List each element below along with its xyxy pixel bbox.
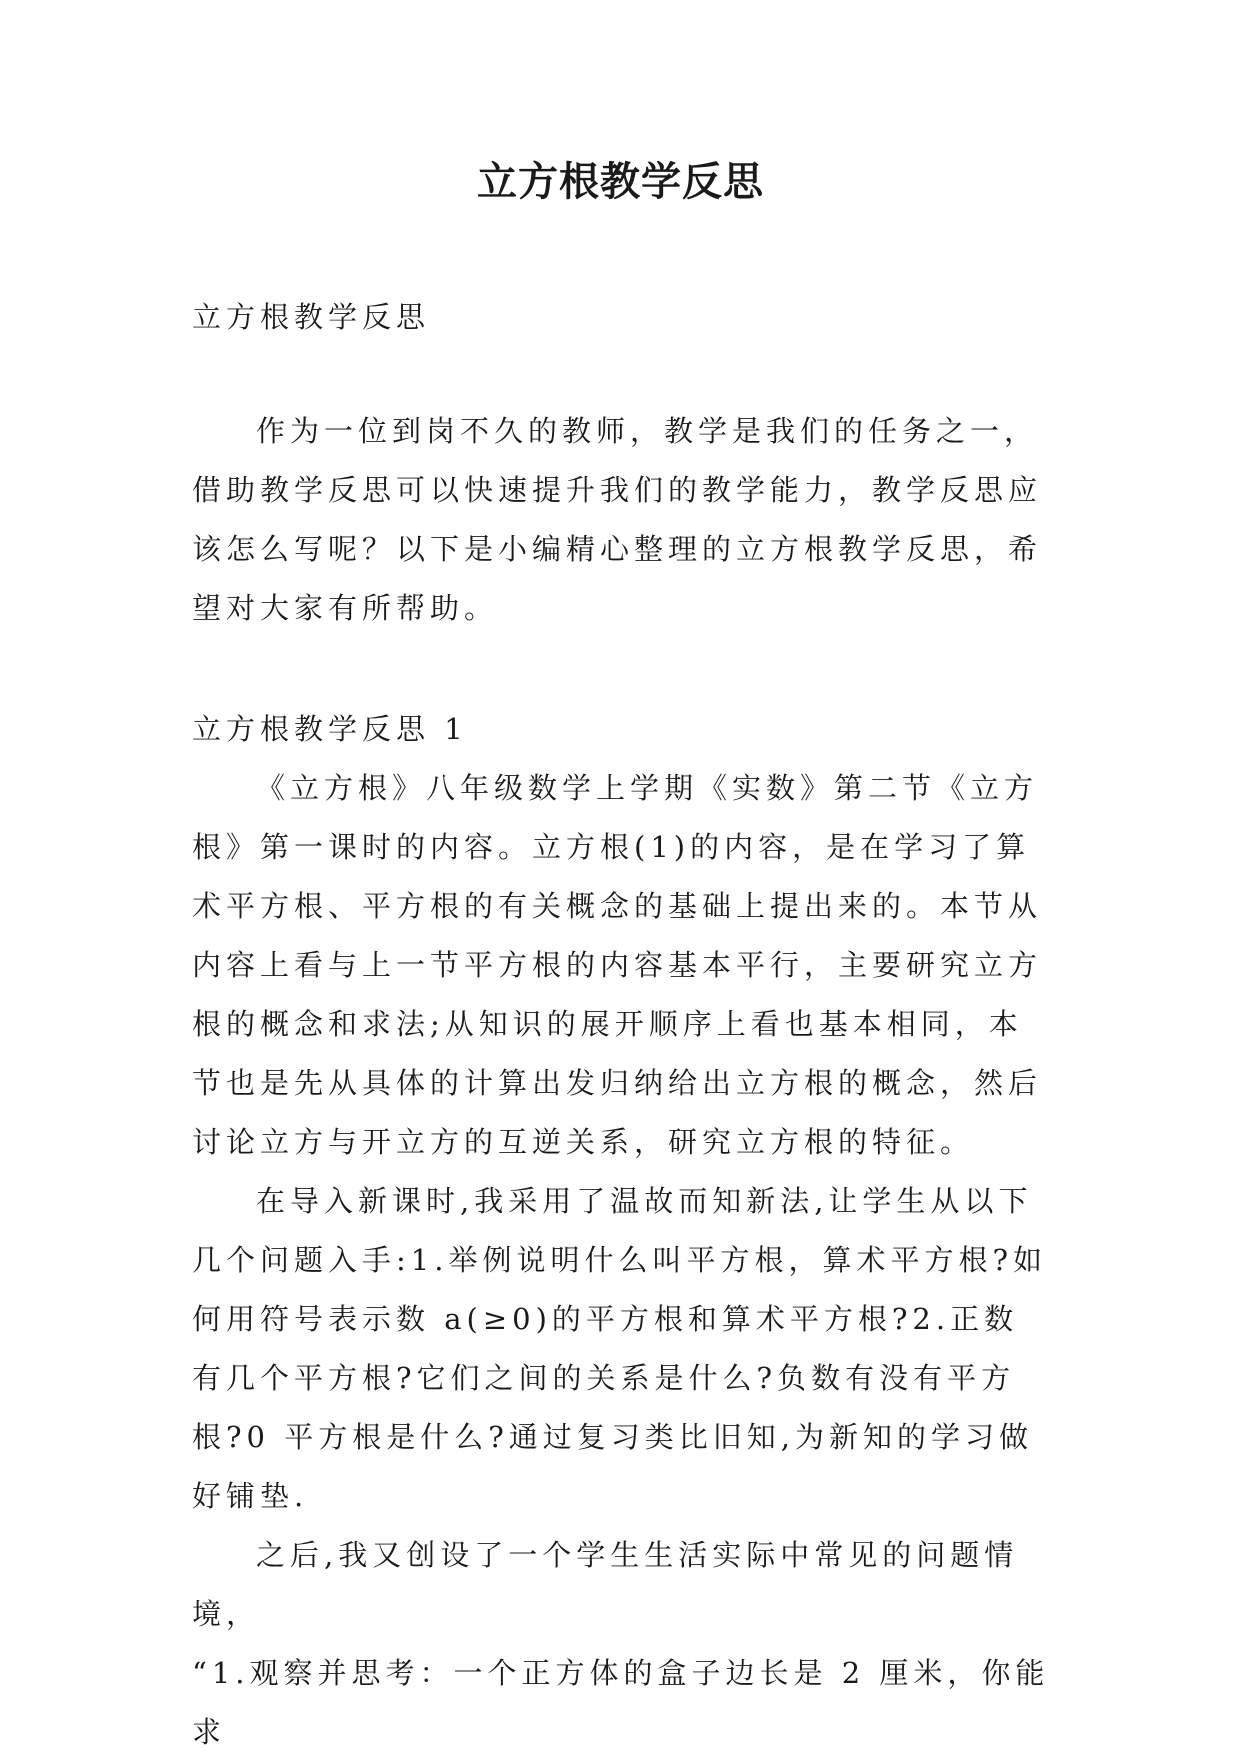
section-heading: 立方根教学反思 1 <box>192 712 468 746</box>
body-paragraph: 《立方根》八年级数学上学期《实数》第二节《立方根》第一课时的内容。立方根(1)的内容，是在学习了算术平方根、平方根的有关概念的基础上提出来的。本节从内容上看与上一节平方根的内容基本平行，主要研究立方根的概念和求法;从知识的展开顺序上看也基本相同，本节也是先从具体的计算出发归纳给出立方根的概念，然后讨论立方与开立方的互逆关系，研究立方根的特征。 <box>192 771 1043 1159</box>
document-subtitle: 立方根教学反思 <box>192 300 431 334</box>
body-paragraph: “1.观察并思考：一个正方体的盒子边长是 2 厘米，你能求 <box>192 1656 1050 1749</box>
body-paragraph: 之后,我又创设了一个学生生活实际中常见的问题情境， <box>192 1538 1019 1631</box>
section-body <box>192 759 1052 1762</box>
body-paragraph: 在导入新课时,我采用了温故而知新法,让学生从以下几个问题入手:1.举例说明什么叫平方根，算术平方根?如何用符号表示数 a(≥0)的平方根和算术平方根?2.正数有几个平方根?它们之间的关系是什么?负数有没有平方根?0 平方根是什么?通过复习类比旧知,为新知的学习做好铺垫. <box>192 1184 1047 1513</box>
intro-paragraph: 作为一位到岗不久的教师，教学是我们的任务之一，借助教学反思可以快速提升我们的教学能力，教学反思应该怎么写呢？以下是小编精心整理的立方根教学反思，希望对大家有所帮助。 <box>192 414 1043 625</box>
document-title: 立方根教学反思 <box>477 159 764 205</box>
